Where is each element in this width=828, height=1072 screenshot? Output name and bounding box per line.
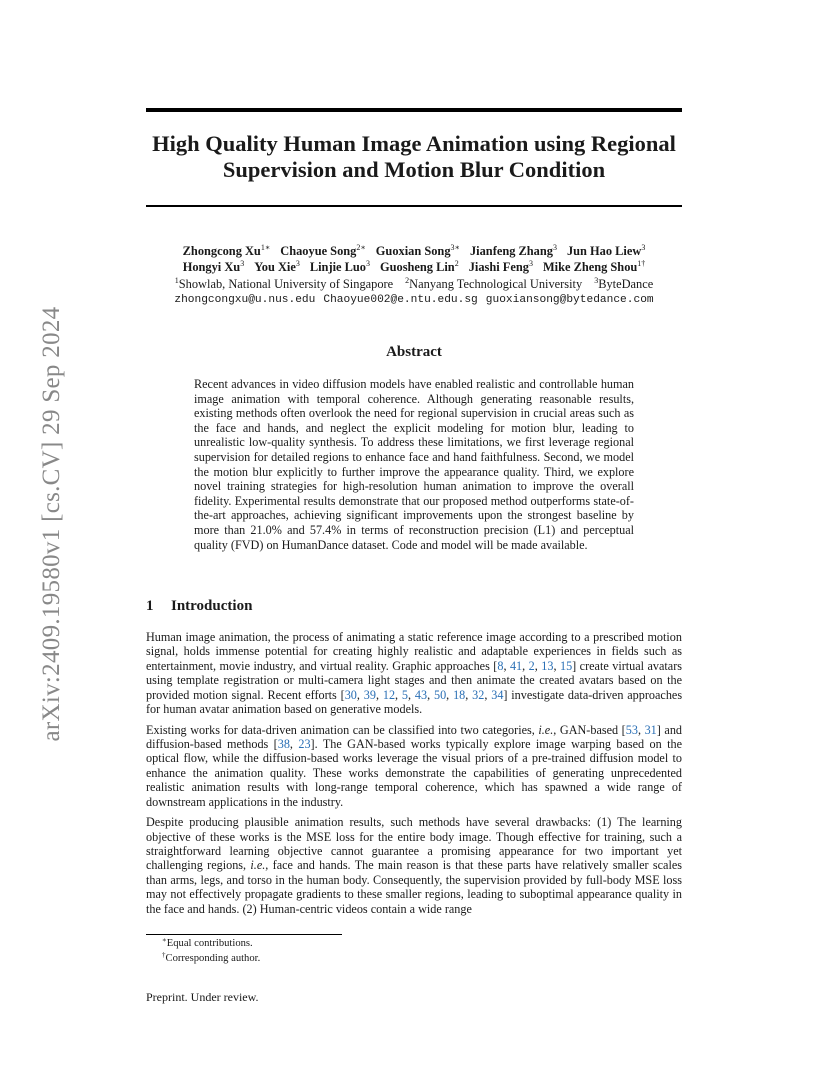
arxiv-identifier: arXiv:2409.19580v1 [cs.CV] 29 Sep 2024 bbox=[38, 306, 65, 742]
citation-link[interactable]: 15 bbox=[559, 658, 573, 673]
emails bbox=[120, 292, 708, 308]
citation-link[interactable]: 31 bbox=[644, 722, 657, 737]
title-line-1: High Quality Human Image Animation using Regional bbox=[152, 131, 676, 156]
title-line-2: Supervision and Motion Blur Condition bbox=[222, 157, 606, 182]
author-name: Jiashi Feng$^3$ bbox=[468, 259, 533, 275]
citation-link[interactable]: 32 bbox=[472, 687, 485, 702]
footnote-rule bbox=[146, 934, 342, 935]
paragraph-text: Existing works for data-driven animation can be classified into two categories, bbox=[146, 722, 539, 737]
paragraph-text: ] create virtual avatars using template registration or multi-camera light stages and then animate the created avatars based on the provided motion signal. Recent efforts [ bbox=[146, 658, 683, 702]
affiliation: $^1$Showlab, National University of Singapore bbox=[174, 275, 394, 291]
paragraph-3 bbox=[146, 815, 682, 916]
introduction-body bbox=[146, 630, 682, 922]
affiliation: $^2$Nanyang Technological University bbox=[405, 275, 583, 291]
abstract-heading: Abstract bbox=[386, 344, 442, 360]
title-top-rule bbox=[146, 108, 682, 112]
citation-link[interactable]: 23 bbox=[298, 737, 311, 752]
paragraph-1: Human image animation, the process of animating a static reference image according to a prescribed motion signal, holds immense potential for creating highly realistic and adaptable experiences in fields such as entertainment, movie industry, and virtual reality. Graphic approaches [8, 41, 2, 13, 15] create virtual avatars using template registration or multi-camera light stages and then animate the created avatars based on the provided motion signal. Recent efforts [30, 39, 12, 5, 43, 50, 18, 32, 34] investigate data-driven approaches for human avatar animation based on generative models. bbox=[146, 630, 683, 717]
paragraph-text: , face and hands. The main reason is that these parts have relatively smaller scales than arms, legs, and torso in the human body. Consequently, the supervision provided by full-body MSE loss may not effectively propagate gradients to these smaller regions, leading to suboptimal appearance quality in the face and hands. (2) Human-centric videos contain a wide range bbox=[146, 858, 682, 916]
citation-link[interactable]: 39 bbox=[363, 687, 376, 702]
footnote-mark: ∗ bbox=[162, 936, 167, 944]
footnote-text: Equal contributions. bbox=[166, 938, 253, 949]
paragraph-2: Existing works for data-driven animation can be classified into two categories, i.e., GAN-based [53, 31] and diffusion-based methods [38, 23]. The GAN-based works typically explore image warping based on the optical flow, while the diffusion-based works leverage the visual priors of a pre-trained diffusion model to enhance the animation quality. These works demonstrate the capabilities of generating unprecedented realistic animation results with long-range temporal coherence, which has spawned a wide range of downstream applications in the industry. bbox=[146, 722, 683, 809]
citation-link[interactable]: 30 bbox=[344, 687, 357, 702]
footnote-text: Corresponding author. bbox=[165, 952, 261, 964]
affiliations bbox=[120, 276, 708, 292]
ie-italic: i.e. bbox=[538, 722, 554, 737]
author-name: Hongyi Xu$^3$ bbox=[182, 259, 245, 275]
email-address: zhongcongxu@u.nus.edu bbox=[174, 294, 316, 307]
citation-link[interactable]: 34 bbox=[491, 687, 504, 702]
paragraph-text: ] and diffusion-based methods [ bbox=[146, 722, 683, 752]
preprint-note: Preprint. Under review. bbox=[146, 990, 259, 1004]
footnote-corresponding bbox=[162, 952, 562, 967]
section-number: 1 bbox=[146, 598, 154, 614]
authors-row-2 bbox=[120, 259, 708, 275]
author-name: Linjie Luo$^3$ bbox=[309, 259, 370, 275]
email-address: guoxiansong@bytedance.com bbox=[485, 294, 654, 307]
citation-link[interactable]: 41 bbox=[509, 658, 523, 673]
author-name: Jianfeng Zhang$^3$ bbox=[469, 243, 557, 258]
author-name: Jun Hao Liew$^3$ bbox=[566, 243, 646, 258]
citation-link[interactable]: 2 bbox=[528, 658, 535, 673]
author-name: Zhongcong $Xu^{1∗}$ bbox=[182, 243, 271, 258]
affiliation: $^3$ByteDance bbox=[594, 275, 654, 291]
citation-link[interactable]: 12 bbox=[382, 687, 396, 702]
author-name: Chaoyue Song$^{2∗}$ bbox=[280, 243, 366, 258]
paragraph-text: , GAN-based [ bbox=[553, 722, 626, 737]
citation-link[interactable]: 5 bbox=[401, 687, 409, 702]
paragraph-text: ] investigate data-driven approaches for human avatar animation based on generative models. bbox=[146, 687, 683, 717]
citation-link[interactable]: 13 bbox=[541, 658, 554, 673]
author-name: You Xie$^3$ bbox=[254, 259, 300, 275]
author-name: Guosheng Lin$^2$ bbox=[379, 259, 459, 275]
author-name: Mike Zheng Shou$^{1\dagger}$ bbox=[542, 259, 646, 275]
section-title: Introduction bbox=[171, 598, 253, 614]
citation-link[interactable]: 43 bbox=[414, 687, 428, 702]
paragraph-text: Human image animation, the process of animating a static reference image according to a prescribed motion signal, holds immense potential for creating highly realistic and adaptable experiences in fields such as entertainment, movie industry, and virtual reality. Graphic approaches [ bbox=[146, 630, 682, 673]
title-bottom-rule bbox=[146, 205, 682, 207]
authors-row-1 bbox=[120, 243, 708, 259]
email-address: Chaoyue002@e.ntu.edu.sg bbox=[323, 294, 478, 307]
author-name: Guoxian Song$^{3∗}$ bbox=[375, 243, 460, 258]
citation-link[interactable]: 50 bbox=[433, 687, 447, 702]
paragraph-text: Despite producing plausible animation results, such methods have several drawbacks: (1) The learning objective of these works is the MSE loss for the entire body image. Though effective for training, such a straightforward learning objective cannot guarantee a promising appearance for two important yet challenging regions, bbox=[146, 815, 682, 873]
ie-italic: i.e. bbox=[250, 858, 266, 873]
citation-link[interactable]: 53 bbox=[625, 722, 638, 737]
abstract-text: Recent advances in video diffusion models have enabled realistic and controllable human image animation with temporal coherence. Although generating reasonable results, existing methods often overlook the need for regional supervision in crucial areas such as the face and hands, and neglect the explicit modeling for motion blur, leading to unrealistic low-quality synthesis. To address these limitations, we first leverage regional supervision for detailed regions to enhance face and hand faithfulness. Second, we model the motion blur explicitly to further improve the appearance quality. Third, we explore novel training strategies for high-resolution human animation to improve the overall fidelity. Experimental results demonstrate that our proposed method outperforms state-of-the-art approaches, achieving significant improvements upon the strongest baseline by more than 21.0% and 57.4% in terms of reconstruction precision (L1) and perceptual quality (FVD) on HumanDance dataset. Code and model will be made available. bbox=[194, 377, 634, 552]
footnote-equal bbox=[162, 937, 562, 952]
author-block bbox=[120, 243, 708, 309]
section-heading bbox=[146, 597, 682, 615]
citation-link[interactable]: 8 bbox=[497, 658, 504, 673]
citation-link[interactable]: 38 bbox=[277, 737, 290, 752]
footnote-mark: † bbox=[162, 950, 166, 959]
citation-link[interactable]: 18 bbox=[453, 687, 466, 702]
footnotes bbox=[162, 937, 562, 966]
paper-title bbox=[146, 131, 682, 183]
paragraph-text: ]. The GAN-based works typically explore image warping based on the optical flow, while the diffusion-based works leverage the visual priors of a pre-trained diffusion model to enhance the animation quality. These works demonstrate the capabilities of generating unprecedented realistic animation results with long-range temporal coherence, which has spawned a wide range of downstream applications in the industry. bbox=[146, 737, 682, 809]
